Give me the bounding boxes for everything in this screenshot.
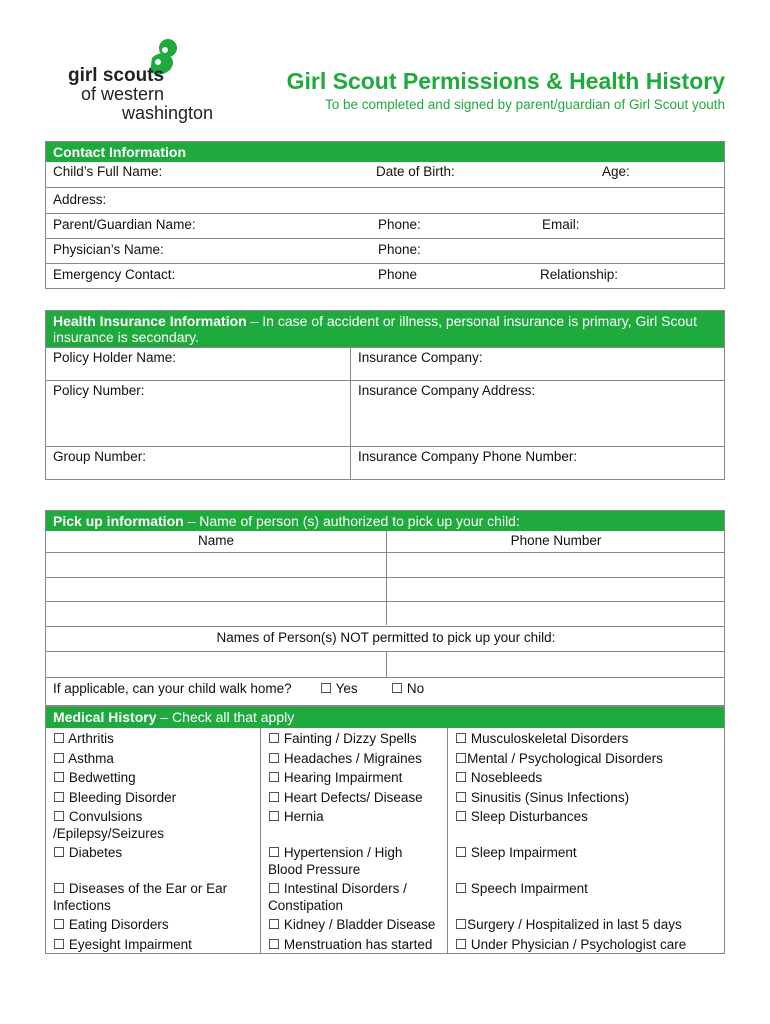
checkbox-arthritis[interactable]: ☐ Arthritis xyxy=(53,731,114,746)
pickup-section xyxy=(45,510,725,706)
walk-home-yes-checkbox[interactable]: ☐ Yes xyxy=(320,681,358,696)
insurance-section xyxy=(45,310,725,480)
logo-line-2: of western xyxy=(81,84,165,104)
pickup-name-column: Name xyxy=(197,533,234,548)
group-number-label: Group Number: xyxy=(53,449,147,464)
medical-header: Medical History – Check all that apply xyxy=(46,707,724,728)
organization-logo xyxy=(68,66,248,123)
physician-name-label: Physician’s Name: xyxy=(53,242,164,257)
checkbox-ear-diseases-cont: Infections xyxy=(53,898,111,913)
parent-name-label: Parent/Guardian Name: xyxy=(53,217,196,232)
checkbox-bedwetting[interactable]: ☐ Bedwetting xyxy=(53,770,136,785)
insurance-company-label: Insurance Company: xyxy=(358,350,483,365)
contact-row-address[interactable] xyxy=(46,187,724,213)
checkbox-ear-diseases[interactable]: ☐ Diseases of the Ear or Ear xyxy=(53,881,228,896)
logo-line-1: girl scouts xyxy=(68,65,165,86)
walk-home-no-checkbox[interactable]: ☐ No xyxy=(391,681,425,696)
checkbox-speech-impairment[interactable]: ☐ Speech Impairment xyxy=(455,881,588,896)
checkbox-hernia[interactable]: ☐ Hernia xyxy=(268,809,324,824)
contact-header: Contact Information xyxy=(46,142,724,162)
relationship-label: Relationship: xyxy=(540,267,619,282)
medical-section xyxy=(45,706,725,954)
checkbox-fainting[interactable]: ☐ Fainting / Dizzy Spells xyxy=(268,731,417,746)
checkbox-bleeding-disorder[interactable]: ☐ Bleeding Disorder xyxy=(53,790,177,805)
checkbox-headaches[interactable]: ☐ Headaches / Migraines xyxy=(268,751,422,766)
checkbox-nosebleeds[interactable]: ☐ Nosebleeds xyxy=(455,770,543,785)
checkbox-under-physician-care[interactable]: ☐ Under Physician / Psychologist care xyxy=(455,937,687,952)
checkbox-eating-disorders[interactable]: ☐ Eating Disorders xyxy=(53,917,169,932)
child-name-label: Child’s Full Name: xyxy=(53,164,163,179)
insurance-company-address-label: Insurance Company Address: xyxy=(358,383,536,398)
walk-home-row xyxy=(46,677,724,706)
insurance-row-3 xyxy=(46,446,724,480)
physician-phone-label: Phone: xyxy=(378,242,421,257)
emergency-phone-label: Phone xyxy=(378,267,418,282)
age-label: Age: xyxy=(602,164,630,179)
logo-line-3: washington xyxy=(122,103,214,123)
checkbox-musculoskeletal[interactable]: ☐ Musculoskeletal Disorders xyxy=(455,731,629,746)
checkbox-convulsions-cont: /Epilepsy/Seizures xyxy=(53,826,165,841)
checkbox-hypertension-cont: Blood Pressure xyxy=(268,862,361,877)
walk-home-label: If applicable, can your child walk home? xyxy=(53,681,292,696)
pickup-phone-column: Phone Number xyxy=(510,533,602,548)
checkbox-sleep-impairment[interactable]: ☐ Sleep Impairment xyxy=(455,845,577,860)
insurance-row-1 xyxy=(46,347,724,380)
checkbox-mental-psychological[interactable]: ☐Mental / Psychological Disorders xyxy=(455,751,663,766)
checkbox-hearing-impairment[interactable]: ☐ Hearing Impairment xyxy=(268,770,403,785)
dob-label: Date of Birth: xyxy=(376,164,455,179)
checkbox-intestinal-disorders[interactable]: ☐ Intestinal Disorders / xyxy=(268,881,407,896)
policy-holder-label: Policy Holder Name: xyxy=(53,350,177,365)
insurance-row-2 xyxy=(46,380,724,447)
page-subtitle: To be completed and signed by parent/guardian of Girl Scout youth xyxy=(324,97,725,112)
checkbox-intestinal-cont: Constipation xyxy=(268,898,344,913)
checkbox-hypertension[interactable]: ☐ Hypertension / High xyxy=(268,845,403,860)
checkbox-eyesight-impairment[interactable]: ☐ Eyesight Impairment xyxy=(53,937,192,952)
checkbox-surgery-hospitalized[interactable]: ☐Surgery / Hospitalized in last 5 days xyxy=(455,917,682,932)
checkbox-asthma[interactable]: ☐ Asthma xyxy=(53,751,114,766)
checkbox-convulsions[interactable]: ☐ Convulsions xyxy=(53,809,143,824)
pickup-header: Pick up information – Name of person (s) authorized to pick up your child: xyxy=(46,511,724,531)
pickup-row[interactable] xyxy=(46,577,724,601)
checkbox-heart-defects[interactable]: ☐ Heart Defects/ Disease xyxy=(268,790,423,805)
insurance-company-phone-label: Insurance Company Phone Number: xyxy=(358,449,578,464)
pickup-column-headers xyxy=(46,531,724,552)
checkbox-diabetes[interactable]: ☐ Diabetes xyxy=(53,845,123,860)
contact-row-physician[interactable] xyxy=(46,238,724,263)
email-label: Email: xyxy=(542,217,580,232)
contact-row-parent[interactable] xyxy=(46,213,724,238)
address-label: Address: xyxy=(53,192,107,207)
insurance-header: Health Insurance Information – In case of accident or illness, personal insurance is primary, Girl Scout insurance is secondary. xyxy=(46,311,724,347)
pickup-row[interactable] xyxy=(46,552,724,577)
parent-phone-label: Phone: xyxy=(378,217,421,232)
not-permitted-label: Names of Person(s) NOT permitted to pick up your child: xyxy=(216,630,556,645)
contact-section xyxy=(45,141,725,289)
page-title: Girl Scout Permissions & Health History xyxy=(286,68,725,94)
pickup-row[interactable] xyxy=(46,601,724,626)
not-permitted-row[interactable] xyxy=(46,651,724,677)
checkbox-kidney-bladder[interactable]: ☐ Kidney / Bladder Disease xyxy=(268,917,436,932)
checkbox-sleep-disturbances[interactable]: ☐ Sleep Disturbances xyxy=(455,809,588,824)
emergency-contact-label: Emergency Contact: xyxy=(53,267,176,282)
contact-row-child[interactable] xyxy=(46,162,724,187)
not-permitted-header-row xyxy=(46,626,724,651)
contact-row-emergency[interactable] xyxy=(46,263,724,289)
checkbox-menstruation[interactable]: ☐ Menstruation has started xyxy=(268,937,433,952)
checkbox-sinusitis[interactable]: ☐ Sinusitis (Sinus Infections) xyxy=(455,790,630,805)
policy-number-label: Policy Number: xyxy=(53,383,145,398)
